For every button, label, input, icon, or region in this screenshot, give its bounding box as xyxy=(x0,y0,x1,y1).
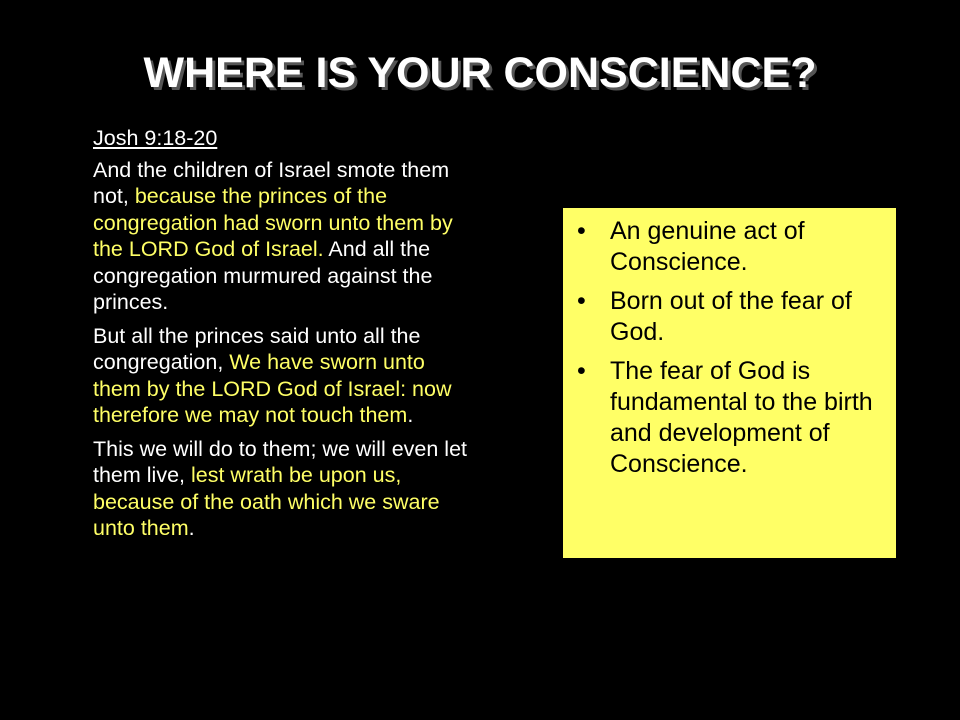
bullet-item xyxy=(577,356,884,480)
bullet-text: The fear of God is fundamental to the birth and development of Conscience. xyxy=(610,357,873,478)
scripture-paragraph-3 xyxy=(93,436,473,542)
scripture-text: . xyxy=(188,516,195,540)
bullet-list xyxy=(577,216,884,480)
scripture-text: . xyxy=(407,403,414,427)
scripture-paragraph-2 xyxy=(93,323,473,429)
highlighted-text: lest wrath be upon us, because of the oath which we sware unto them xyxy=(93,463,440,540)
scripture-reference: Josh 9:18-20 xyxy=(93,126,218,150)
scripture-column xyxy=(93,125,473,549)
bullet-icon: • xyxy=(577,217,586,245)
scripture-text: This we will do to them; we will even let them live, xyxy=(93,436,468,487)
conscience-summary-box xyxy=(563,208,896,558)
bullet-item xyxy=(577,286,884,348)
bullet-icon: • xyxy=(577,357,586,385)
slide-title: WHERE IS YOUR CONSCIENCE? xyxy=(143,49,817,97)
scripture-text: And the children of Israel smote them not, xyxy=(93,157,450,208)
highlighted-text: We have sworn unto them by the LORD God of Israel: now therefore we may not touch them xyxy=(93,350,452,427)
scripture-text: But all the princes said unto all the congregation, xyxy=(93,323,421,374)
bullet-text: Born out of the fear of God. xyxy=(610,287,852,346)
scripture-paragraph-1 xyxy=(93,157,473,316)
highlighted-text: because the princes of the congregation had sworn unto them by the LORD God of Israel. xyxy=(93,184,453,261)
bullet-text: An genuine act of Conscience. xyxy=(610,217,805,276)
bullet-icon: • xyxy=(577,287,586,315)
scripture-text: And all the congregation murmured against the princes. xyxy=(93,237,433,314)
bullet-item xyxy=(577,216,884,278)
